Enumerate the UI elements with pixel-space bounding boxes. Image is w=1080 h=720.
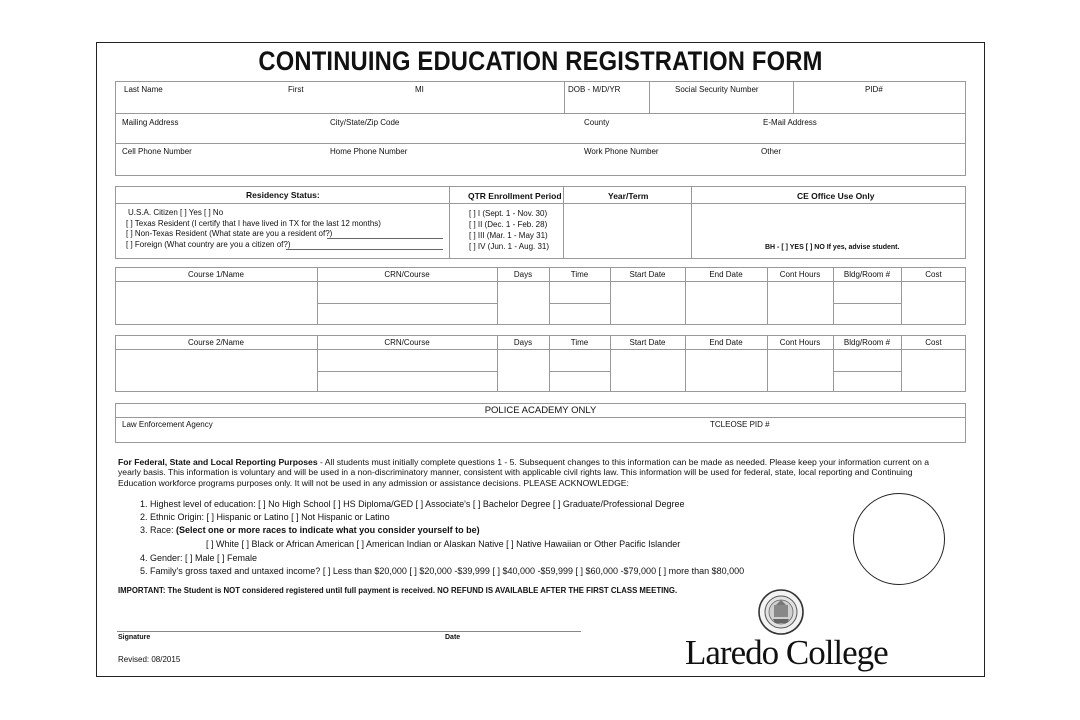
- divider: [793, 81, 794, 113]
- divider: [317, 371, 497, 372]
- course1-cost-header: Cost: [925, 270, 942, 279]
- divider: [563, 186, 564, 259]
- form-title: CONTINUING EDUCATION REGISTRATION FORM: [258, 46, 823, 76]
- ssn-label: Social Security Number: [675, 85, 759, 94]
- agency-label: Law Enforcement Agency: [122, 420, 213, 429]
- county-label: County: [584, 118, 610, 127]
- course1-time-header: Time: [570, 270, 589, 279]
- photo-circle: [853, 493, 945, 585]
- reporting-heading: For Federal, State and Local Reporting Purposes: [118, 457, 318, 467]
- city-state-zip-label: City/State/Zip Code: [330, 118, 400, 127]
- course2-crn-header: CRN/Course: [384, 338, 430, 347]
- date-label: Date: [445, 634, 461, 641]
- race-instruction: (Select one or more races to indicate what you consider yourself to be): [176, 525, 480, 535]
- foreign-option[interactable]: [ ] Foreign (What country are you a citizen of?): [126, 240, 291, 249]
- college-seal-icon: [757, 588, 805, 636]
- other-phone-label: Other: [761, 147, 782, 156]
- question-gender[interactable]: 4. Gender: [ ] Male [ ] Female: [140, 553, 258, 563]
- divider: [317, 303, 497, 304]
- divider: [549, 371, 610, 372]
- divider: [691, 186, 692, 259]
- question-race: [140, 525, 480, 535]
- question-ethnic-origin[interactable]: 2. Ethnic Origin: [ ] Hispanic or Latino [ ] Not Hispanic or Latino: [140, 512, 390, 522]
- important-notice: IMPORTANT: The Student is NOT considered registered until full payment is received. NO REFUND IS AVAILABLE AFTER THE FIRST CLASS MEETING.: [118, 586, 678, 595]
- course2-days-header: Days: [513, 338, 533, 347]
- dob-label: DOB - M/D/YR: [568, 85, 621, 94]
- pid-label: PID#: [865, 85, 883, 94]
- home-phone-label: Home Phone Number: [330, 147, 408, 156]
- question-education[interactable]: 1. Highest level of education: [ ] No High School [ ] HS Diploma/GED [ ] Associate's [ ] Bachelor Degree [ ] Graduate/Professional Degree: [140, 499, 685, 509]
- divider: [115, 417, 966, 418]
- mailing-address-label: Mailing Address: [122, 118, 179, 127]
- course2-name-header: Course 2/Name: [187, 338, 245, 347]
- texas-resident-option[interactable]: [ ] Texas Resident (I certify that I have lived in TX for the last 12 months): [126, 219, 381, 228]
- divider: [115, 143, 966, 144]
- residency-header: Residency Status:: [246, 190, 320, 200]
- course2-cost-header: Cost: [925, 338, 942, 347]
- tcleose-label: TCLEOSE PID #: [710, 420, 770, 429]
- divider: [115, 349, 966, 350]
- course1-hours-header: Cont Hours: [779, 270, 821, 279]
- work-phone-label: Work Phone Number: [584, 147, 659, 156]
- divider: [115, 281, 966, 282]
- revised-date: Revised: 08/2015: [118, 655, 181, 664]
- divider: [833, 371, 901, 372]
- divider: [649, 81, 650, 113]
- course1-end-header: End Date: [709, 270, 743, 279]
- bh-advise: BH - [ ] YES [ ] NO If yes, advise student.: [765, 244, 900, 251]
- qtr-header: QTR Enrollment Period: [468, 191, 562, 201]
- divider: [549, 303, 610, 304]
- course1-name-header: Course 1/Name: [187, 270, 245, 279]
- office-header: CE Office Use Only: [797, 191, 875, 201]
- personal-info-section: [115, 81, 966, 176]
- qtr-option-4[interactable]: [ ] IV (Jun. 1 - Aug. 31): [469, 242, 550, 251]
- first-name-label: First: [288, 85, 304, 94]
- country-fill-line[interactable]: [286, 249, 443, 250]
- police-academy-header: POLICE ACADEMY ONLY: [484, 405, 597, 416]
- email-label: E-Mail Address: [763, 118, 817, 127]
- college-logo: Laredo College: [685, 633, 888, 672]
- divider: [564, 81, 565, 113]
- last-name-label: Last Name: [124, 85, 163, 94]
- course2-room-header: Bldg/Room #: [843, 338, 891, 347]
- course1-start-header: Start Date: [629, 270, 666, 279]
- state-fill-line[interactable]: [327, 238, 443, 239]
- course2-end-header: End Date: [709, 338, 743, 347]
- qtr-option-2[interactable]: [ ] II (Dec. 1 - Feb. 28): [469, 220, 548, 229]
- middle-initial-label: MI: [415, 85, 424, 94]
- divider: [449, 186, 450, 259]
- citizen-option[interactable]: U.S.A. Citizen [ ] Yes [ ] No: [128, 208, 224, 217]
- registration-form-page: [96, 42, 985, 677]
- reporting-text: - All students must initially complete questions 1 - 5. Subsequent changes to this information can be made as needed. Please keep your information current on a yearly basis. This information is voluntary and will be used in a non-discriminatory manner, consistent with applicable civil rights law. This information will be used for federal, state, local reporting and Continuing Education workforce programs purposes only. It will not be used in any admission or assistance decisions. PLEASE ACKNOWLEDGE:: [118, 457, 930, 488]
- signature-line[interactable]: [117, 631, 581, 632]
- course1-days-header: Days: [513, 270, 533, 279]
- question-income[interactable]: 5. Family's gross taxed and untaxed income? [ ] Less than $20,000 [ ] $20,000 -$39,999 [ ] $40,000 -$59,999 [ ] $60,000 -$79,000 [ ] more than $80,000: [140, 566, 745, 576]
- course2-start-header: Start Date: [629, 338, 666, 347]
- reporting-paragraph: [118, 457, 948, 488]
- cell-phone-label: Cell Phone Number: [122, 147, 192, 156]
- course2-hours-header: Cont Hours: [779, 338, 821, 347]
- divider: [115, 113, 966, 114]
- course1-crn-header: CRN/Course: [384, 270, 430, 279]
- divider: [833, 303, 901, 304]
- course1-room-header: Bldg/Room #: [843, 270, 891, 279]
- divider: [115, 203, 966, 204]
- non-texas-resident-option[interactable]: [ ] Non-Texas Resident (What state are you a resident of?): [126, 229, 333, 238]
- qtr-option-1[interactable]: [ ] I (Sept. 1 - Nov. 30): [469, 209, 548, 218]
- qtr-option-3[interactable]: [ ] III (Mar. 1 - May 31): [469, 231, 548, 240]
- year-term-header: Year/Term: [608, 191, 649, 201]
- race-label: 3. Race:: [140, 525, 174, 535]
- signature-label: Signature: [118, 634, 151, 641]
- race-options[interactable]: [ ] White [ ] Black or African American [ ] American Indian or Alaskan Native [ ] Native Hawaiian or Other Pacific Islander: [206, 539, 681, 549]
- course2-time-header: Time: [570, 338, 589, 347]
